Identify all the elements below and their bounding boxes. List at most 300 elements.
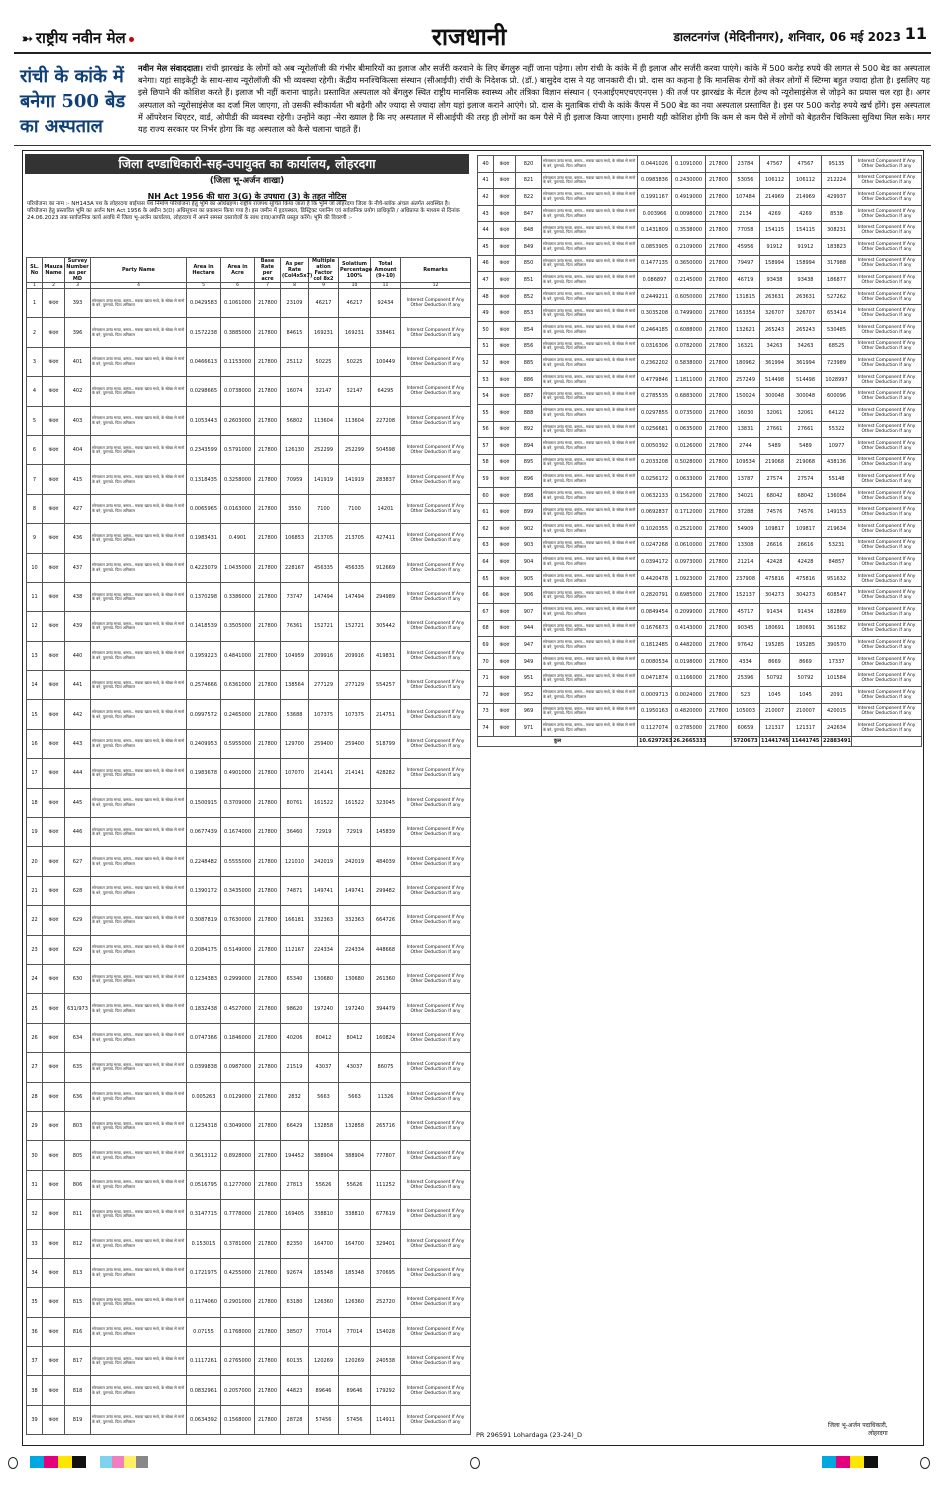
sol-cell: 304273 bbox=[790, 587, 822, 604]
ha-cell: 0.4420478 bbox=[638, 570, 672, 587]
mult-cell: 74576 bbox=[760, 504, 790, 521]
mauza-cell: कंदरा bbox=[494, 288, 516, 305]
sol-cell: 89646 bbox=[339, 1376, 371, 1405]
mauza-cell: कंदरा bbox=[494, 338, 516, 355]
asper-cell: 228167 bbox=[281, 553, 309, 582]
asper-cell: 138564 bbox=[281, 671, 309, 700]
survey-cell: 415 bbox=[65, 465, 91, 494]
mult-cell: 185348 bbox=[309, 1258, 339, 1287]
table-row bbox=[478, 255, 922, 272]
rate-cell: 217800 bbox=[706, 355, 732, 372]
remarks-cell: Interest Component If Any Other Deduction If any bbox=[852, 487, 922, 504]
party-name-cell: सोनालाल उरांव मरवा, कमल-- मकवा खाता मध्ये, के स्वेच्छ से मानो के बने, पुरानावे- पिता अनिलाल bbox=[542, 421, 638, 438]
ha-cell: 0.1174060 bbox=[187, 1288, 221, 1317]
table-row bbox=[478, 172, 922, 189]
rate-cell: 217800 bbox=[255, 759, 281, 788]
table-row bbox=[27, 1347, 471, 1376]
tot-cell: 600096 bbox=[822, 388, 852, 405]
survey-cell: 849 bbox=[516, 238, 542, 255]
sl-cell: 68 bbox=[478, 620, 494, 637]
remarks-cell: Interest Component If Any Other Deduction If any bbox=[401, 1111, 471, 1140]
sol-cell: 169231 bbox=[339, 318, 371, 347]
party-name-cell: सोनालाल उरांव मरवा, कमल-- मकवा खाता मध्ये, के स्वेच्छ से मानो के बने, पुरानावे- पिता अनिलाल bbox=[91, 1376, 187, 1405]
rate-cell: 217800 bbox=[706, 404, 732, 421]
ha-cell: 0.1676673 bbox=[638, 620, 672, 637]
table-row bbox=[27, 1258, 471, 1287]
tot-cell: 186877 bbox=[822, 272, 852, 289]
mult-cell: 1045 bbox=[760, 687, 790, 704]
rate-cell: 217800 bbox=[706, 587, 732, 604]
ha-cell: 0.2574666 bbox=[187, 671, 221, 700]
sol-cell: 50225 bbox=[339, 347, 371, 376]
column-number: 11 bbox=[371, 283, 401, 289]
asper-cell: 40206 bbox=[281, 1023, 309, 1052]
remarks-cell: Interest Component If Any Other Deduction If any bbox=[401, 964, 471, 993]
column-number: 12 bbox=[401, 283, 471, 289]
mauza-cell: कंदरा bbox=[43, 1111, 65, 1140]
sl-cell: 66 bbox=[478, 587, 494, 604]
survey-cell: 848 bbox=[516, 222, 542, 239]
ac-cell: 0.2145000 bbox=[672, 272, 706, 289]
survey-cell: 816 bbox=[65, 1317, 91, 1346]
remarks-cell: Interest Component If Any Other Deduction If any bbox=[401, 700, 471, 729]
mult-cell: 42428 bbox=[760, 554, 790, 571]
sl-cell: 57 bbox=[478, 438, 494, 455]
ha-cell: 0.2084175 bbox=[187, 935, 221, 964]
sol-cell: 74576 bbox=[790, 504, 822, 521]
ac-cell: 0.1166000 bbox=[672, 670, 706, 687]
sl-cell: 62 bbox=[478, 521, 494, 538]
ac-cell: 0.1091000 bbox=[672, 156, 706, 173]
ac-cell: 0.2603000 bbox=[221, 406, 255, 435]
magenta-swatch bbox=[836, 1456, 850, 1468]
sl-cell: 24 bbox=[27, 964, 43, 993]
tot-cell: 212224 bbox=[822, 172, 852, 189]
mult-cell: 209916 bbox=[309, 641, 339, 670]
ac-cell: 0.4482000 bbox=[672, 637, 706, 654]
survey-cell: 819 bbox=[65, 1405, 91, 1434]
mult-cell: 214969 bbox=[760, 189, 790, 206]
ac-cell: 0.2521000 bbox=[672, 521, 706, 538]
asper-cell: 21214 bbox=[732, 554, 760, 571]
sl-cell: 30 bbox=[27, 1141, 43, 1170]
signatory-place: लोहरदगा bbox=[868, 1430, 888, 1437]
rate-cell: 217800 bbox=[706, 388, 732, 405]
sl-cell: 14 bbox=[27, 671, 43, 700]
remarks-cell: Interest Component If Any Other Deduction If any bbox=[852, 620, 922, 637]
ha-cell: 0.1832438 bbox=[187, 994, 221, 1023]
ha-cell: 0.1500915 bbox=[187, 788, 221, 817]
tot-cell: 677619 bbox=[371, 1200, 401, 1229]
sol-cell: 161522 bbox=[339, 788, 371, 817]
sl-cell: 55 bbox=[478, 404, 494, 421]
remarks-cell: Interest Component If Any Other Deduction If any bbox=[852, 255, 922, 272]
total-amount: 22883491 bbox=[823, 738, 851, 745]
asper-cell: 28728 bbox=[281, 1405, 309, 1434]
mauza-cell: कंदरा bbox=[43, 406, 65, 435]
table-row bbox=[478, 653, 922, 670]
tot-cell: 912669 bbox=[371, 553, 401, 582]
sol-cell: 26616 bbox=[790, 537, 822, 554]
remarks-cell: Interest Component If Any Other Deduction If any bbox=[852, 587, 922, 604]
mauza-cell: कंदरा bbox=[43, 347, 65, 376]
mauza-cell: कंदरा bbox=[43, 1053, 65, 1082]
remarks-cell: Interest Component If Any Other Deduction If any bbox=[852, 504, 922, 521]
ha-cell: 0.0853905 bbox=[638, 238, 672, 255]
ha-cell: 0.3147715 bbox=[187, 1200, 221, 1229]
asper-cell: 2744 bbox=[732, 438, 760, 455]
tot-cell: 179292 bbox=[371, 1376, 401, 1405]
sol-cell: 50792 bbox=[790, 670, 822, 687]
table-row bbox=[27, 1082, 471, 1111]
yellow-swatch bbox=[58, 1456, 72, 1468]
mauza-cell: कंदरा bbox=[494, 604, 516, 621]
tot-cell: 429937 bbox=[822, 189, 852, 206]
sl-cell: 70 bbox=[478, 653, 494, 670]
tot-cell: 68525 bbox=[822, 338, 852, 355]
column-header: Total Amount (9+10) bbox=[371, 258, 401, 283]
sl-cell: 59 bbox=[478, 471, 494, 488]
asper-cell: 92674 bbox=[281, 1258, 309, 1287]
party-name-cell: सोनालाल उरांव मरवा, कमल-- मकवा खाता मध्ये, के स्वेच्छ से मानो के बने, पुरानावे- पिता अनिलाल bbox=[542, 537, 638, 554]
rate-cell: 217800 bbox=[706, 156, 732, 173]
column-header: Solatium Percentage 100% bbox=[339, 258, 371, 283]
survey-cell: 820 bbox=[516, 156, 542, 173]
remarks-cell: Interest Component If Any Other Deduction If any bbox=[852, 189, 922, 206]
sol-cell: 32061 bbox=[790, 404, 822, 421]
asper-cell: 150024 bbox=[732, 388, 760, 405]
column-header: Area in Acre bbox=[221, 258, 255, 283]
sol-cell: 361994 bbox=[790, 355, 822, 372]
party-name-cell: सोनालाल उरांव मरवा, कमल-- मकवा खाता मध्ये, के स्वेच्छ से मानो के बने, पुरानावे- पिता अनिलाल bbox=[91, 818, 187, 847]
party-name-cell: सोनालाल उरांव मरवा, कमल-- मकवा खाता मध्ये, के स्वेच्छ से मानो के बने, पुरानावे- पिता अनिलाल bbox=[91, 700, 187, 729]
remarks-cell: Interest Component If Any Other Deduction If any bbox=[401, 1141, 471, 1170]
remarks-cell: Interest Component If Any Other Deduction If any bbox=[852, 404, 922, 421]
mult-cell: 180691 bbox=[760, 620, 790, 637]
sol-cell: 214969 bbox=[790, 189, 822, 206]
survey-cell: 812 bbox=[65, 1229, 91, 1258]
remarks-cell: Interest Component If Any Other Deduction If any bbox=[852, 205, 922, 222]
sol-cell: 265243 bbox=[790, 321, 822, 338]
table-row bbox=[27, 671, 471, 700]
ha-cell: 0.2343599 bbox=[187, 435, 221, 464]
sol-cell: 475816 bbox=[790, 570, 822, 587]
yellow-swatch bbox=[124, 1456, 136, 1468]
survey-cell: 818 bbox=[65, 1376, 91, 1405]
survey-cell: 441 bbox=[65, 671, 91, 700]
rate-cell: 217800 bbox=[255, 377, 281, 406]
mauza-cell: कंदरा bbox=[43, 788, 65, 817]
mult-cell: 107375 bbox=[309, 700, 339, 729]
rate-cell: 217800 bbox=[706, 438, 732, 455]
mult-cell: 475816 bbox=[760, 570, 790, 587]
ac-cell: 0.1277000 bbox=[221, 1170, 255, 1199]
remarks-cell: Interest Component If Any Other Deduction If any bbox=[401, 994, 471, 1023]
ac-cell: 0.0024000 bbox=[672, 687, 706, 704]
remarks-cell: Interest Component If Any Other Deduction If any bbox=[852, 554, 922, 571]
sl-cell: 38 bbox=[27, 1376, 43, 1405]
party-name-cell: सोनालाल उरांव मरवा, कमल-- मकवा खाता मध्ये, के स्वेच्छ से मानो के बने, पुरानावे- पिता अनिलाल bbox=[542, 570, 638, 587]
table-row bbox=[478, 604, 922, 621]
rate-cell: 217800 bbox=[255, 1082, 281, 1111]
rate-cell: 217800 bbox=[706, 604, 732, 621]
sl-cell: 13 bbox=[27, 641, 43, 670]
table-row bbox=[27, 759, 471, 788]
survey-cell: 630 bbox=[65, 964, 91, 993]
remarks-cell: Interest Component If Any Other Deduction If any bbox=[401, 318, 471, 347]
mauza-cell: कंदरा bbox=[494, 620, 516, 637]
total-hectare: 10.6297263 bbox=[639, 738, 673, 745]
rate-cell: 217800 bbox=[255, 818, 281, 847]
table-row bbox=[478, 504, 922, 521]
table-row bbox=[27, 729, 471, 758]
sl-cell: 31 bbox=[27, 1170, 43, 1199]
survey-cell: 805 bbox=[65, 1141, 91, 1170]
dateline: डालटनगंज (मेदिनीनगर), शनिवार, 06 मई 2023 bbox=[673, 30, 901, 44]
survey-cell: 401 bbox=[65, 347, 91, 376]
sol-cell: 113604 bbox=[339, 406, 371, 435]
remarks-cell: Interest Component If Any Other Deduction If any bbox=[852, 272, 922, 289]
tot-cell: 182869 bbox=[822, 604, 852, 621]
survey-cell: 443 bbox=[65, 729, 91, 758]
survey-cell: 631/973 bbox=[65, 994, 91, 1023]
ac-cell: 0.1674000 bbox=[221, 818, 255, 847]
party-name-cell: सोनालाल उरांव मरवा, कमल-- मकवा खाता मध्ये, के स्वेच्छ से मानो के बने, पुरानावे- पिता अनिलाल bbox=[542, 720, 638, 737]
ha-cell: 0.0050392 bbox=[638, 438, 672, 455]
sl-cell: 65 bbox=[478, 570, 494, 587]
remarks-cell: Interest Component If Any Other Deduction If any bbox=[401, 671, 471, 700]
survey-cell: 885 bbox=[516, 355, 542, 372]
rate-cell: 217800 bbox=[706, 521, 732, 538]
sl-cell: 9 bbox=[27, 524, 43, 553]
sol-cell: 197240 bbox=[339, 994, 371, 1023]
rate-cell: 217800 bbox=[255, 1141, 281, 1170]
party-name-cell: सोनालाल उरांव मरवा, कमल-- मकवा खाता मध्ये, के स्वेच्छ से मानो के बने, पुरानावे- पिता अनिलाल bbox=[542, 438, 638, 455]
table-row bbox=[27, 553, 471, 582]
tot-cell: 530485 bbox=[822, 321, 852, 338]
ha-cell: 0.1572238 bbox=[187, 318, 221, 347]
ac-cell: 0.0633000 bbox=[672, 471, 706, 488]
mult-cell: 141919 bbox=[309, 465, 339, 494]
sl-cell: 47 bbox=[478, 272, 494, 289]
asper-cell: 44823 bbox=[281, 1376, 309, 1405]
asper-cell: 21519 bbox=[281, 1053, 309, 1082]
table-row bbox=[27, 1229, 471, 1258]
page-number: 11 bbox=[904, 24, 927, 43]
sl-cell: 40 bbox=[478, 156, 494, 173]
tot-cell: 427411 bbox=[371, 524, 401, 553]
newspaper-logo: ➳ राष्ट्रीय नवीन मेल bbox=[22, 28, 134, 48]
sl-cell: 11 bbox=[27, 582, 43, 611]
remarks-cell: Interest Component If Any Other Deduction If any bbox=[401, 406, 471, 435]
rate-cell: 217800 bbox=[255, 1347, 281, 1376]
tot-cell: 390570 bbox=[822, 637, 852, 654]
ha-cell: 0.0516795 bbox=[187, 1170, 221, 1199]
mauza-cell: कंदरा bbox=[494, 720, 516, 737]
ac-cell: 0.3258000 bbox=[221, 465, 255, 494]
table-row bbox=[27, 641, 471, 670]
ha-cell: 0.1234383 bbox=[187, 964, 221, 993]
asper-cell: 107484 bbox=[732, 189, 760, 206]
sol-cell: 130680 bbox=[339, 964, 371, 993]
tot-cell: 154028 bbox=[371, 1317, 401, 1346]
ac-cell: 0.5028000 bbox=[672, 454, 706, 471]
party-name-cell: सोनालाल उरांव मरवा, कमल-- मकवा खाता मध्ये, के स्वेच्छ से मानो के बने, पुरानावे- पिता अनिलाल bbox=[91, 1317, 187, 1346]
column-number: 3 bbox=[65, 283, 91, 289]
total-multiplied: 11441745 bbox=[761, 738, 789, 745]
sl-cell: 56 bbox=[478, 421, 494, 438]
table-row bbox=[478, 238, 922, 255]
table-row bbox=[27, 406, 471, 435]
column-number: 9 bbox=[309, 283, 339, 289]
rate-cell: 217800 bbox=[706, 670, 732, 687]
table-row bbox=[27, 612, 471, 641]
rate-cell: 217800 bbox=[255, 406, 281, 435]
sol-cell: 259400 bbox=[339, 729, 371, 758]
mauza-cell: कंदरा bbox=[494, 355, 516, 372]
sl-cell: 21 bbox=[27, 876, 43, 905]
mauza-cell: कंदरा bbox=[494, 305, 516, 322]
black-swatch bbox=[136, 1456, 148, 1468]
tot-cell: 317988 bbox=[822, 255, 852, 272]
ac-cell: 0.5791000 bbox=[221, 435, 255, 464]
mult-cell: 361994 bbox=[760, 355, 790, 372]
mult-cell: 91434 bbox=[760, 604, 790, 621]
office-section: (जिला भू-अर्जन शाखा) bbox=[209, 176, 285, 186]
ha-cell: 0.0256172 bbox=[638, 471, 672, 488]
ha-cell: 0.4223079 bbox=[187, 553, 221, 582]
total-label: कुल bbox=[478, 736, 638, 746]
mauza-cell: कंदरा bbox=[43, 553, 65, 582]
mauza-cell: कंदरा bbox=[494, 371, 516, 388]
tot-cell: 329401 bbox=[371, 1229, 401, 1258]
asper-cell: 131815 bbox=[732, 288, 760, 305]
tot-cell: 55322 bbox=[822, 421, 852, 438]
sol-cell: 132858 bbox=[339, 1111, 371, 1140]
rate-cell: 217800 bbox=[706, 205, 732, 222]
party-name-cell: सोनालाल उरांव मरवा, कमल-- मकवा खाता मध्ये, के स्वेच्छ से मानो के बने, पुरानावे- पिता अनिलाल bbox=[91, 553, 187, 582]
tot-cell: 308231 bbox=[822, 222, 852, 239]
asper-cell: 46719 bbox=[732, 272, 760, 289]
remarks-cell: Interest Component If Any Other Deduction If any bbox=[401, 1053, 471, 1082]
remarks-cell: Interest Component If Any Other Deduction If any bbox=[401, 377, 471, 406]
mauza-cell: कंदरा bbox=[43, 524, 65, 553]
mult-cell: 152721 bbox=[309, 612, 339, 641]
survey-cell: 949 bbox=[516, 653, 542, 670]
party-name-cell: सोनालाल उरांव मरवा, कमल-- मकवा खाता मध्ये, के स्वेच्छ से मानो के बने, पुरानावे- पिता अनिलाल bbox=[542, 554, 638, 571]
ac-cell: 0.4527000 bbox=[221, 994, 255, 1023]
table-row bbox=[27, 1317, 471, 1346]
ha-cell: 0.0832961 bbox=[187, 1376, 221, 1405]
survey-cell: 886 bbox=[516, 371, 542, 388]
rate-cell: 217800 bbox=[255, 494, 281, 523]
ac-cell: 0.0129000 bbox=[221, 1082, 255, 1111]
remarks-cell: Interest Component If Any Other Deduction If any bbox=[852, 305, 922, 322]
mauza-cell: कंदरा bbox=[43, 818, 65, 847]
party-name-cell: सोनालाल उरांव मरवा, कमल-- मकवा खाता मध्ये, के स्वेच्छ से मानो के बने, पुरानावे- पिता अनिलाल bbox=[542, 687, 638, 704]
rate-cell: 217800 bbox=[706, 687, 732, 704]
remarks-cell: Interest Component If Any Other Deduction If any bbox=[401, 818, 471, 847]
mauza-cell: कंदरा bbox=[494, 421, 516, 438]
asper-cell: 23109 bbox=[281, 289, 309, 318]
table-row bbox=[27, 788, 471, 817]
ac-cell: 0.0987000 bbox=[221, 1053, 255, 1082]
mult-cell: 259400 bbox=[309, 729, 339, 758]
ac-cell: 0.4901000 bbox=[221, 759, 255, 788]
sol-cell: 34263 bbox=[790, 338, 822, 355]
table-row bbox=[478, 305, 922, 322]
survey-cell: 856 bbox=[516, 338, 542, 355]
table-row bbox=[478, 570, 922, 587]
table-row bbox=[478, 554, 922, 571]
sol-cell: 149741 bbox=[339, 876, 371, 905]
remarks-cell: Interest Component If Any Other Deduction If any bbox=[852, 703, 922, 720]
table-row bbox=[27, 847, 471, 876]
party-name-cell: सोनालाल उरांव मरवा, कमल-- मकवा खाता मध्ये, के स्वेच्छ से मानो के बने, पुरानावे- पिता अनिलाल bbox=[542, 404, 638, 421]
sl-cell: 67 bbox=[478, 604, 494, 621]
table-row bbox=[27, 524, 471, 553]
sol-cell: 456335 bbox=[339, 553, 371, 582]
survey-cell: 895 bbox=[516, 454, 542, 471]
ha-cell: 0.0399838 bbox=[187, 1053, 221, 1082]
mauza-cell: कंदरा bbox=[43, 1229, 65, 1258]
column-header: SL. No bbox=[27, 258, 43, 283]
remarks-cell: Interest Component If Any Other Deduction If any bbox=[401, 347, 471, 376]
party-name-cell: सोनालाल उरांव मरवा, कमल-- मकवा खाता मध्ये, के स्वेच्छ से मानो के बने, पुरानावे- पिता अनिलाल bbox=[91, 788, 187, 817]
remarks-cell: Interest Component If Any Other Deduction If any bbox=[852, 338, 922, 355]
party-name-cell: सोनालाल उरांव मरवा, कमल-- मकवा खाता मध्ये, के स्वेच्छ से मानो के बने, पुरानावे- पिता अनिलाल bbox=[91, 1053, 187, 1082]
remarks-cell: Interest Component If Any Other Deduction If any bbox=[852, 388, 922, 405]
mauza-cell: कंदरा bbox=[494, 172, 516, 189]
sl-cell: 63 bbox=[478, 537, 494, 554]
asper-cell: 98620 bbox=[281, 994, 309, 1023]
sol-cell: 126360 bbox=[339, 1288, 371, 1317]
survey-cell: 442 bbox=[65, 700, 91, 729]
sl-cell: 18 bbox=[27, 788, 43, 817]
sl-cell: 69 bbox=[478, 637, 494, 654]
table-row bbox=[27, 1376, 471, 1405]
remarks-cell: Interest Component If Any Other Deduction If any bbox=[401, 1405, 471, 1434]
party-name-cell: सोनालाल उरांव मरवा, कमल-- मकवा खाता मध्ये, के स्वेच्छ से मानो के बने, पुरानावे- पिता अनिलाल bbox=[542, 620, 638, 637]
remarks-cell: Interest Component If Any Other Deduction If any bbox=[401, 289, 471, 318]
asper-cell: 129700 bbox=[281, 729, 309, 758]
ac-cell: 0.0610000 bbox=[672, 537, 706, 554]
mult-cell: 5663 bbox=[309, 1082, 339, 1111]
asper-cell: 105003 bbox=[732, 703, 760, 720]
party-name-cell: सोनालाल उरांव मरवा, कमल-- मकवा खाता मध्ये, के स्वेच्छ से मानो के बने, पुरानावे- पिता अनिलाल bbox=[542, 521, 638, 538]
table-row bbox=[27, 347, 471, 376]
column-number: 7 bbox=[255, 283, 281, 289]
mauza-cell: कंदरा bbox=[494, 653, 516, 670]
rate-cell: 217800 bbox=[255, 289, 281, 318]
party-name-cell: सोनालाल उरांव मरवा, कमल-- मकवा खाता मध्ये, के स्वेच्छ से मानो के बने, पुरानावे- पिता अनिलाल bbox=[542, 703, 638, 720]
remarks-cell: Interest Component If Any Other Deduction If any bbox=[852, 355, 922, 372]
ha-cell: 0.1053443 bbox=[187, 406, 221, 435]
asper-cell: 90345 bbox=[732, 620, 760, 637]
ha-cell: 0.1477135 bbox=[638, 255, 672, 272]
ac-cell: 0.7499000 bbox=[672, 305, 706, 322]
survey-cell: 899 bbox=[516, 504, 542, 521]
sol-cell: 7100 bbox=[339, 494, 371, 523]
table-row bbox=[478, 620, 922, 637]
survey-cell: 813 bbox=[65, 1258, 91, 1287]
mult-cell: 47567 bbox=[760, 156, 790, 173]
asper-cell: 65340 bbox=[281, 964, 309, 993]
ac-cell: 1.0435000 bbox=[221, 553, 255, 582]
sl-cell: 71 bbox=[478, 670, 494, 687]
column-number: 10 bbox=[339, 283, 371, 289]
rate-cell: 217800 bbox=[706, 255, 732, 272]
